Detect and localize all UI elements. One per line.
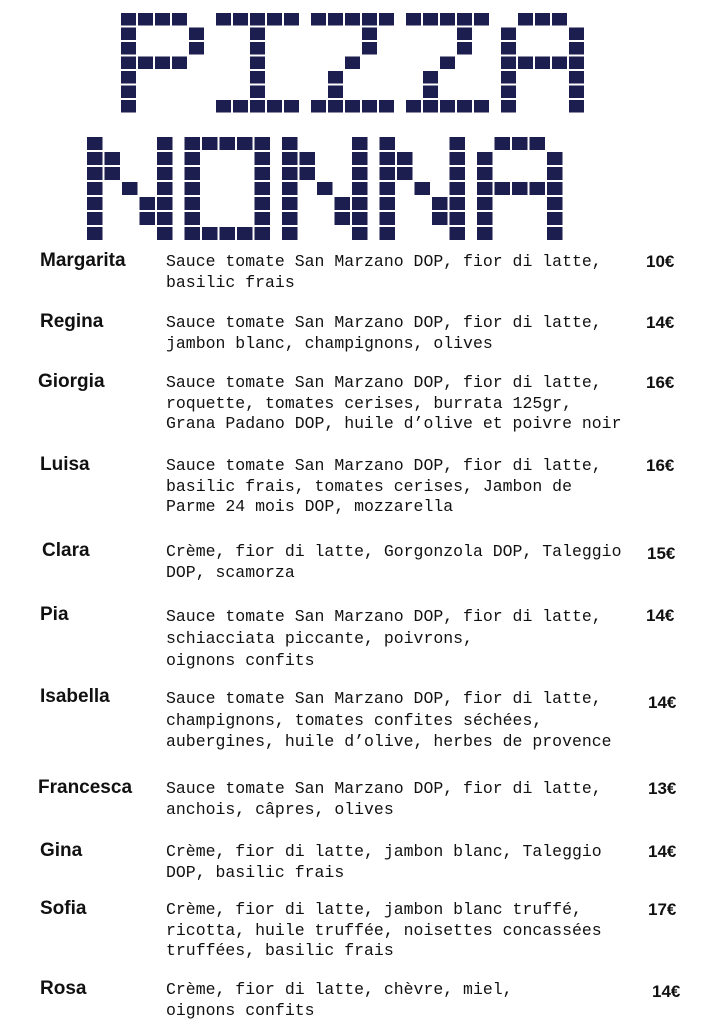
pizza-name: Sofia xyxy=(40,898,87,919)
logo-tile xyxy=(282,212,298,225)
logo-tile xyxy=(138,13,153,26)
pizza-description: Crème, fior di latte, jambon blanc, Taleggio DOP, basilic frais xyxy=(166,842,602,882)
logo-tile xyxy=(362,13,377,26)
logo-tile xyxy=(202,227,218,240)
pizza-price: 16€ xyxy=(646,456,675,475)
pizza-description: Sauce tomate San Marzano DOP, fior di latte, jambon blanc, champignons, olives xyxy=(166,313,602,353)
logo-tile xyxy=(237,227,253,240)
logo-tile xyxy=(352,167,368,180)
logo-tile xyxy=(282,182,298,195)
pizza-price: 17€ xyxy=(648,900,677,919)
logo-tile xyxy=(495,182,511,195)
logo-tile xyxy=(317,182,333,195)
logo-tile xyxy=(423,100,438,113)
logo-tile xyxy=(477,227,493,240)
logo-tile xyxy=(87,152,103,165)
logo-tile xyxy=(477,152,493,165)
logo-tile xyxy=(138,57,153,70)
logo-tile xyxy=(397,167,413,180)
logo-tile xyxy=(87,212,103,225)
logo-tile xyxy=(380,227,396,240)
logo-tile xyxy=(569,42,584,55)
logo-tile xyxy=(547,167,563,180)
logo-tile xyxy=(547,182,563,195)
logo-tile xyxy=(457,13,472,26)
logo-tile xyxy=(474,13,489,26)
logo-tile xyxy=(569,71,584,84)
logo-tile xyxy=(282,167,298,180)
logo-tile xyxy=(380,182,396,195)
logo-tile xyxy=(255,212,271,225)
logo-tile xyxy=(362,28,377,41)
logo-tile xyxy=(185,227,201,240)
logo-tile xyxy=(450,167,466,180)
logo-tile xyxy=(477,197,493,210)
pizza-price: 14€ xyxy=(648,693,677,712)
logo-tile xyxy=(87,227,103,240)
pizza-price: 16€ xyxy=(646,373,675,392)
pizza-price: 14€ xyxy=(652,982,681,1001)
pizza-price: 14€ xyxy=(646,313,675,332)
logo-tile xyxy=(233,100,248,113)
logo-tile xyxy=(345,57,360,70)
pizza-price: 14€ xyxy=(648,842,677,861)
logo-tile xyxy=(255,182,271,195)
logo-tile xyxy=(121,71,136,84)
logo-tile xyxy=(345,100,360,113)
logo-tile xyxy=(157,197,173,210)
logo-tile xyxy=(185,137,201,150)
logo-tile xyxy=(501,71,516,84)
logo-tile xyxy=(501,28,516,41)
pizza-description: Crème, fior di latte, Gorgonzola DOP, Taleggio DOP, scamorza xyxy=(166,542,622,582)
pizza-name: Gina xyxy=(40,840,83,861)
logo-tile xyxy=(530,182,546,195)
pizza-name: Pia xyxy=(40,604,69,625)
logo-tile xyxy=(569,100,584,113)
pizza-name: Clara xyxy=(42,540,90,561)
pizza-description: Sauce tomate San Marzano DOP, fior di latte, basilic frais xyxy=(166,252,602,292)
pizza-name: Regina xyxy=(40,311,104,332)
logo-tile xyxy=(380,212,396,225)
logo-tile xyxy=(547,212,563,225)
logo-tile xyxy=(477,167,493,180)
logo-tile xyxy=(250,13,265,26)
logo-tile xyxy=(121,86,136,99)
logo-tile xyxy=(140,212,156,225)
logo-tile xyxy=(569,57,584,70)
logo-tile xyxy=(185,167,201,180)
logo-tile xyxy=(501,57,516,70)
logo-tile xyxy=(512,137,528,150)
pizza-name: Margarita xyxy=(40,250,126,271)
logo-tile xyxy=(250,28,265,41)
logo-tile xyxy=(255,137,271,150)
logo-tile xyxy=(237,137,253,150)
logo-tile xyxy=(105,167,121,180)
logo-tile xyxy=(121,100,136,113)
logo-tile xyxy=(501,100,516,113)
logo-tile xyxy=(362,42,377,55)
pizza-name: Luisa xyxy=(40,454,90,475)
logo-tile xyxy=(282,197,298,210)
logo-tile xyxy=(255,197,271,210)
logo-tile xyxy=(157,152,173,165)
logo-tile xyxy=(450,182,466,195)
logo-tile xyxy=(423,13,438,26)
logo-tile xyxy=(284,13,299,26)
pizza-name: Rosa xyxy=(40,978,87,999)
logo-tile xyxy=(450,227,466,240)
logo-tile xyxy=(284,100,299,113)
logo-tile xyxy=(185,152,201,165)
logo-tile xyxy=(250,100,265,113)
logo-tile xyxy=(250,71,265,84)
logo-tile xyxy=(474,100,489,113)
logo-tile xyxy=(450,152,466,165)
logo-tile xyxy=(450,137,466,150)
logo-tile xyxy=(255,152,271,165)
logo-tile xyxy=(155,57,170,70)
logo-tile xyxy=(547,197,563,210)
pizza-description: Sauce tomate San Marzano DOP, fior di latte, roquette, tomates cerises, burrata 125gr, Grana Padano DOP, huile d’olive et poivre noir xyxy=(166,373,622,433)
logo-tile xyxy=(457,28,472,41)
pizza-price: 15€ xyxy=(647,544,676,563)
logo-tile xyxy=(121,57,136,70)
logo-tile xyxy=(267,100,282,113)
logo-tile xyxy=(189,28,204,41)
pizza-description: Crème, fior di latte, chèvre, miel, oignons confits xyxy=(166,980,513,1020)
logo-tile xyxy=(157,167,173,180)
logo-tile xyxy=(250,42,265,55)
logo-tile xyxy=(569,28,584,41)
logo-tile xyxy=(121,13,136,26)
logo-tile xyxy=(406,100,421,113)
logo-tile xyxy=(185,182,201,195)
logo-tile xyxy=(512,182,528,195)
logo-tile xyxy=(282,152,298,165)
logo-tile xyxy=(450,197,466,210)
logo-tile xyxy=(216,13,231,26)
logo-tile xyxy=(105,152,121,165)
logo-tile xyxy=(328,71,343,84)
pizza-name: Isabella xyxy=(40,686,110,707)
logo-tile xyxy=(87,197,103,210)
logo-tile xyxy=(282,137,298,150)
logo-tile xyxy=(300,152,316,165)
pizza-description: Sauce tomate San Marzano DOP, fior di latte, anchois, câpres, olives xyxy=(166,779,602,819)
logo-tile xyxy=(233,13,248,26)
pixel-logo-art xyxy=(0,0,708,245)
logo-tile xyxy=(87,137,103,150)
logo-tile xyxy=(328,13,343,26)
logo-tile xyxy=(122,182,138,195)
pixel-logo xyxy=(0,0,708,245)
logo-tile xyxy=(380,167,396,180)
logo-tile xyxy=(552,57,567,70)
logo-tile xyxy=(477,182,493,195)
logo-tile xyxy=(501,42,516,55)
logo-tile xyxy=(569,86,584,99)
logo-tile xyxy=(530,137,546,150)
pizza-name: Giorgia xyxy=(38,371,105,392)
pizza-price: 14€ xyxy=(646,606,675,625)
pizza-description: Crème, fior di latte, jambon blanc truffé, ricotta, huile truffée, noisettes concassées truffées, basilic frais xyxy=(166,900,602,960)
logo-tile xyxy=(157,227,173,240)
logo-tile xyxy=(328,86,343,99)
logo-tile xyxy=(501,86,516,99)
logo-tile xyxy=(157,182,173,195)
logo-tile xyxy=(432,212,448,225)
logo-tile xyxy=(440,100,455,113)
logo-tile xyxy=(547,227,563,240)
logo-tile xyxy=(87,182,103,195)
pizza-description: Sauce tomate San Marzano DOP, fior di latte, champignons, tomates confites séchées, aubergines, huile d’olive, herbes de provence xyxy=(166,689,612,751)
logo-tile xyxy=(450,212,466,225)
logo-tile xyxy=(535,57,550,70)
logo-tile xyxy=(518,13,533,26)
logo-tile xyxy=(379,100,394,113)
logo-tile xyxy=(220,137,236,150)
logo-tile xyxy=(406,13,421,26)
logo-tile xyxy=(335,197,351,210)
logo-tile xyxy=(352,212,368,225)
pizza-price: 13€ xyxy=(648,779,677,798)
logo-tile xyxy=(547,152,563,165)
logo-tile xyxy=(457,100,472,113)
logo-tile xyxy=(397,152,413,165)
logo-tile xyxy=(518,57,533,70)
logo-tile xyxy=(328,100,343,113)
pizza-description: Sauce tomate San Marzano DOP, fior di latte, basilic frais, tomates cerises, Jambon de Parme 24 mois DOP, mozzarella xyxy=(166,456,602,516)
logo-tile xyxy=(552,13,567,26)
logo-tile xyxy=(202,137,218,150)
logo-tile xyxy=(457,42,472,55)
logo-tile xyxy=(216,100,231,113)
logo-tile xyxy=(255,167,271,180)
logo-tile xyxy=(140,197,156,210)
logo-tile xyxy=(362,100,377,113)
logo-tile xyxy=(157,212,173,225)
logo-tile xyxy=(352,182,368,195)
logo-tile xyxy=(423,71,438,84)
pizza-name: Francesca xyxy=(38,777,133,798)
logo-tile xyxy=(250,86,265,99)
logo-tile xyxy=(311,100,326,113)
logo-tile xyxy=(432,197,448,210)
logo-tile xyxy=(255,227,271,240)
logo-tile xyxy=(172,57,187,70)
logo-tile xyxy=(189,42,204,55)
logo-tile xyxy=(250,57,265,70)
logo-tile xyxy=(352,227,368,240)
logo-tile xyxy=(121,28,136,41)
logo-tile xyxy=(352,197,368,210)
logo-tile xyxy=(345,13,360,26)
pizza-price: 10€ xyxy=(646,252,675,271)
logo-tile xyxy=(155,13,170,26)
logo-tile xyxy=(495,137,511,150)
logo-tile xyxy=(352,152,368,165)
logo-tile xyxy=(415,182,431,195)
logo-tile xyxy=(185,212,201,225)
logo-tile xyxy=(185,197,201,210)
logo-tile xyxy=(282,227,298,240)
logo-tile xyxy=(477,212,493,225)
pizza-description: Sauce tomate San Marzano DOP, fior di latte, schiacciata piccante, poivrons, oignons confits xyxy=(166,607,602,670)
logo-tile xyxy=(157,137,173,150)
logo-tile xyxy=(121,42,136,55)
logo-tile xyxy=(220,227,236,240)
logo-tile xyxy=(440,13,455,26)
logo-tile xyxy=(172,13,187,26)
logo-tile xyxy=(440,57,455,70)
logo-tile xyxy=(300,167,316,180)
logo-tile xyxy=(335,212,351,225)
logo-tile xyxy=(352,137,368,150)
logo-tile xyxy=(379,13,394,26)
logo-tile xyxy=(423,86,438,99)
logo-tile xyxy=(267,13,282,26)
logo-tile xyxy=(535,13,550,26)
logo-tile xyxy=(311,13,326,26)
logo-tile xyxy=(380,197,396,210)
logo-tile xyxy=(87,167,103,180)
logo-tile xyxy=(380,137,396,150)
logo-tile xyxy=(380,152,396,165)
